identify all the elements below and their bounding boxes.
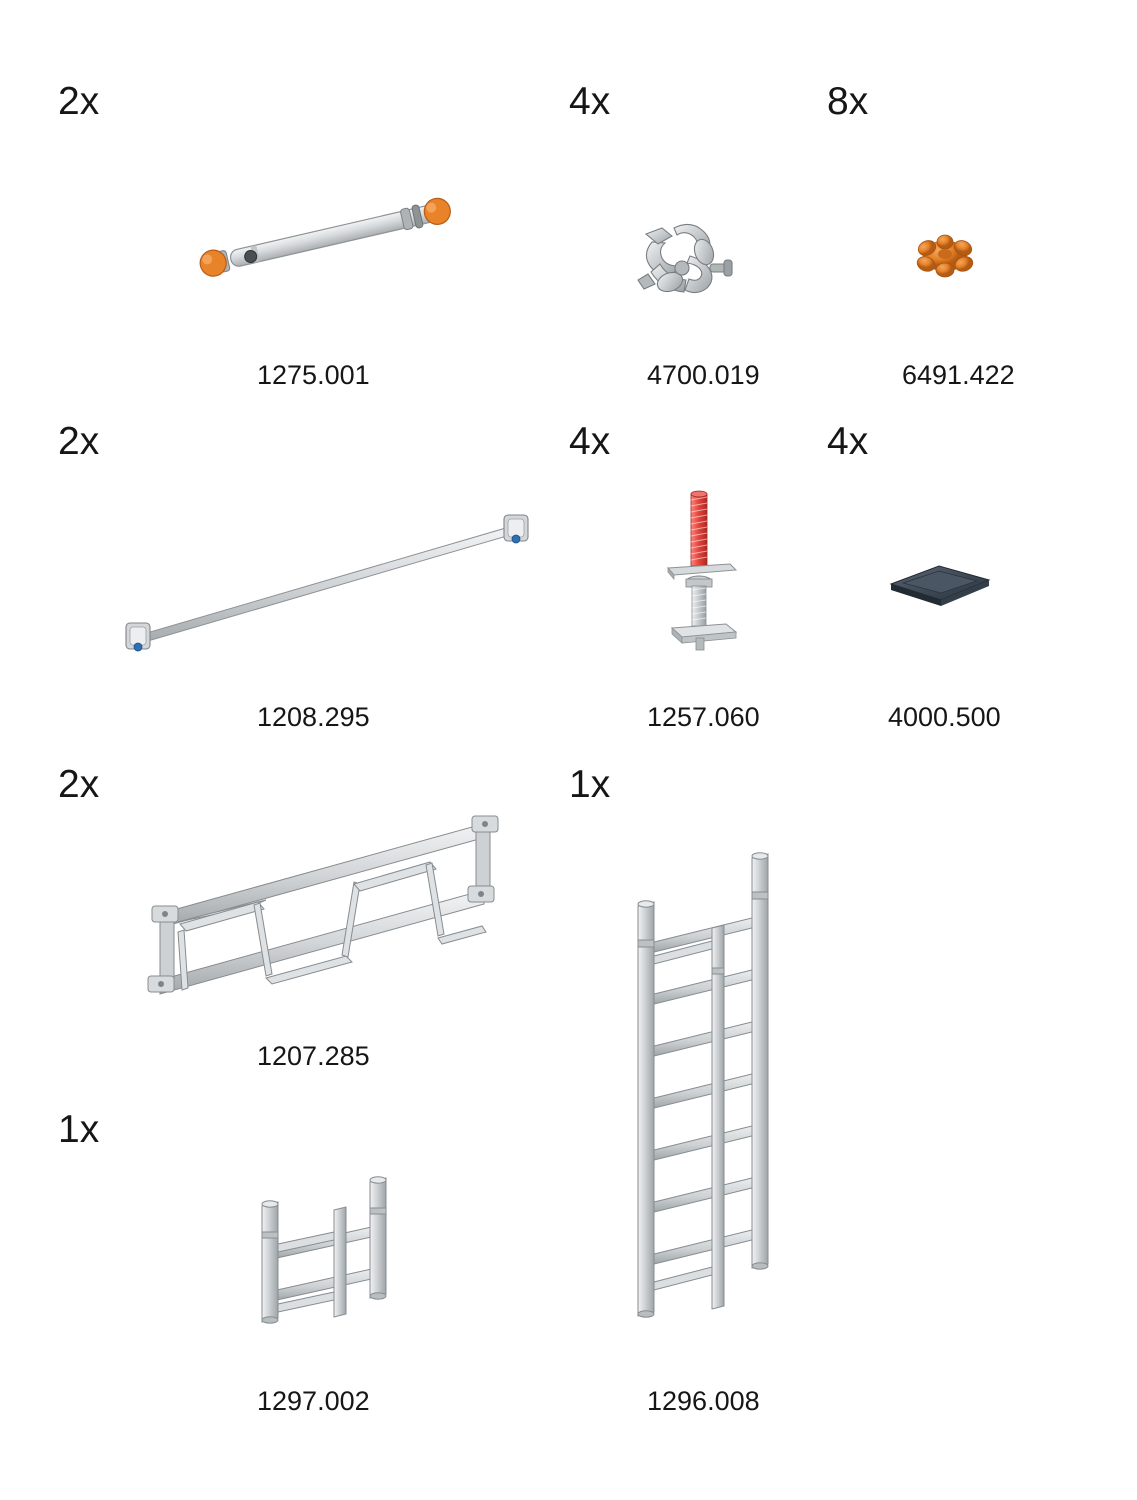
part-quantity: 2x	[58, 420, 100, 463]
horizontal-brace-bar-icon	[190, 175, 480, 295]
star-knob-icon	[900, 218, 990, 298]
part-quantity: 4x	[569, 80, 611, 123]
part-quantity: 1x	[569, 763, 611, 806]
adjustable-base-jack-icon	[650, 482, 760, 672]
part-code: 1207.285	[257, 1041, 370, 1071]
part-quantity: 2x	[58, 763, 100, 806]
part-code: 4700.019	[647, 360, 760, 390]
part-code: 1275.001	[257, 360, 370, 390]
part-quantity: 2x	[58, 80, 100, 123]
lattice-beam-icon	[138, 812, 528, 1012]
tall-ladder-frame-icon	[620, 836, 800, 1346]
part-code: 1296.008	[647, 1386, 760, 1416]
diagonal-brace-icon	[118, 505, 538, 660]
part-code: 1257.060	[647, 702, 760, 732]
part-code: 1297.002	[257, 1386, 370, 1416]
part-quantity: 4x	[827, 420, 869, 463]
part-code: 1208.295	[257, 702, 370, 732]
part-quantity: 1x	[58, 1108, 100, 1151]
base-plate-icon	[883, 548, 1008, 628]
short-frame-icon	[248, 1152, 418, 1342]
part-code: 6491.422	[902, 360, 1015, 390]
part-quantity: 8x	[827, 80, 869, 123]
part-code: 4000.500	[888, 702, 1001, 732]
part-quantity: 4x	[569, 420, 611, 463]
swivel-coupler-icon	[630, 212, 750, 322]
